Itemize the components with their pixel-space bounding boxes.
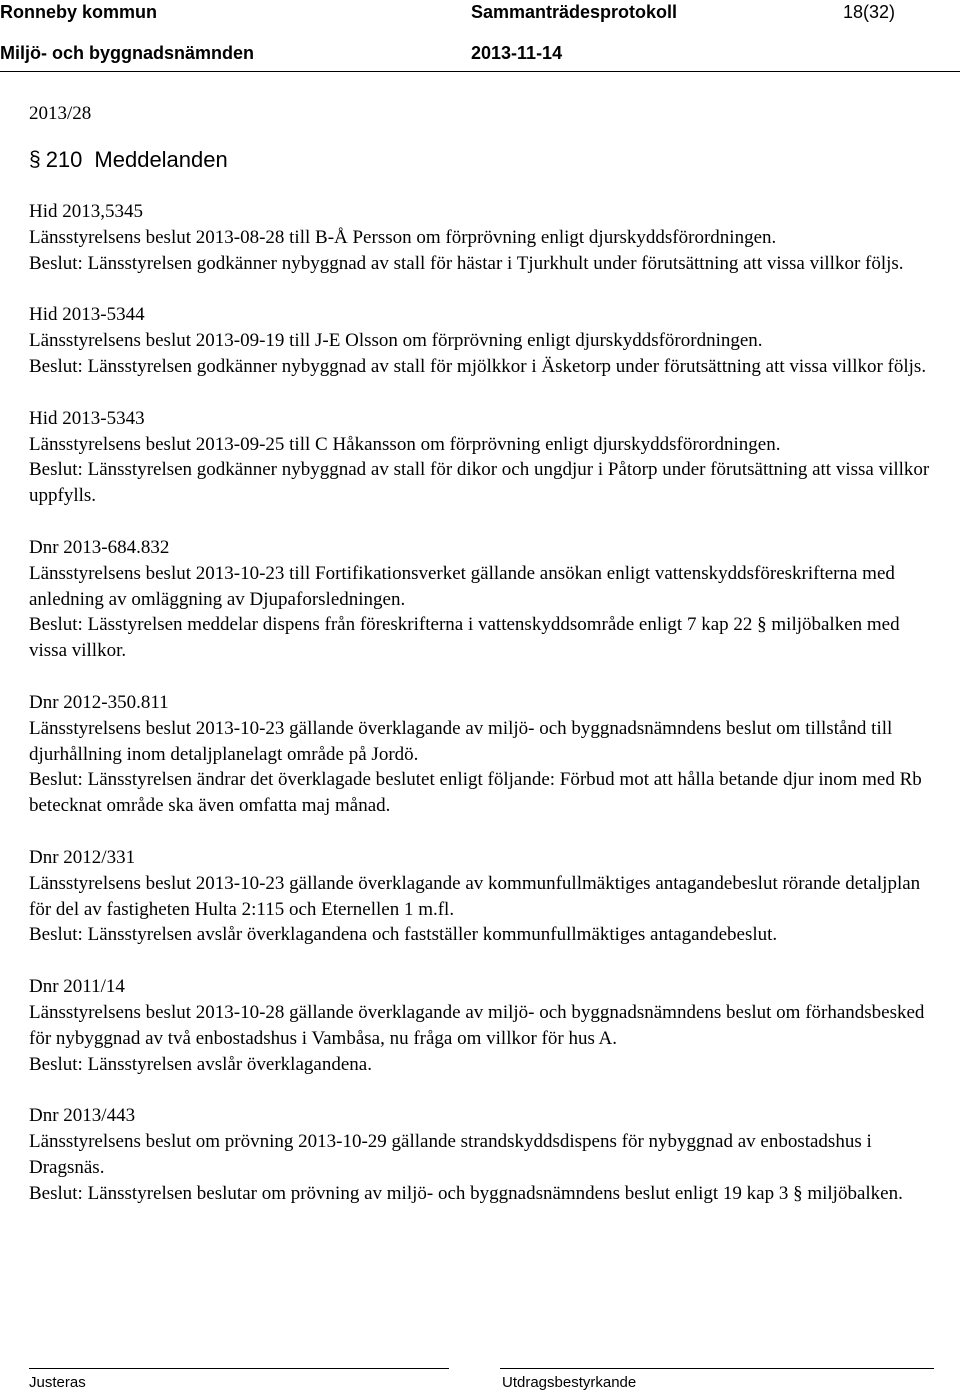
entry-decision: Beslut: Länsstyrelsen avslår överklagandena och fastställer kommunfullmäktiges antagandebeslut.: [29, 924, 778, 946]
document-type: Sammanträdesprotokoll: [471, 2, 678, 22]
entry-reference: Dnr 2012-350.811: [29, 691, 169, 713]
page-footer: [0, 1368, 960, 1395]
page-number: 18(32): [843, 2, 896, 22]
committee-name: Miljö- och byggnadsnämnden: [0, 43, 255, 63]
notice-entry: [29, 690, 934, 819]
entry-decision: Beslut: Länsstyrelsen godkänner nybyggnad av stall för dikor och ungdjur i Påtorp under förutsättning att vissa villkor uppfylls.: [29, 459, 930, 507]
entry-decision: Beslut: Länsstyrelsen godkänner nybyggnad av stall för mjölkkor i Äsketorp under förutsättning att vissa villkor följs.: [29, 355, 927, 377]
meeting-date: 2013-11-14: [471, 43, 563, 63]
entry-decision: Beslut: Länsstyrelsen avslår överklagandena.: [29, 1053, 372, 1075]
justeras-label: Justeras: [29, 1374, 86, 1391]
notice-entry: [29, 974, 934, 1077]
notice-entry: [29, 406, 934, 509]
entry-reference: Hid 2013-5344: [29, 304, 145, 326]
utdragsbestyrkande-label: Utdragsbestyrkande: [502, 1374, 637, 1391]
entry-decision: Beslut: Länsstyrelsen ändrar det överklagade beslutet enligt följande: Förbud mot att hålla betande djur inom med Rb betecknat område ska även omfatta maj månad.: [29, 769, 922, 817]
section-title: Meddelanden: [94, 147, 228, 172]
page-header: [0, 0, 960, 70]
notice-entry: [29, 845, 934, 948]
entry-text: Länsstyrelsens beslut 2013-09-19 till J-E Olsson om förprövning enligt djurskyddsförordningen.: [29, 330, 763, 352]
entry-text: Länsstyrelsens beslut 2013-08-28 till B-Å Persson om förprövning enligt djurskyddsförordningen.: [29, 226, 777, 248]
entry-reference: Dnr 2013-684.832: [29, 536, 170, 558]
document-body: [29, 101, 934, 1233]
entry-text: Länsstyrelsens beslut om prövning 2013-10-29 gällande strandskyddsdispens för nybyggnad av enbostadshus i Dragsnäs.: [29, 1131, 872, 1178]
section-number: 210: [45, 147, 83, 172]
notice-entry: [29, 199, 934, 276]
entry-decision: Beslut: Lässtyrelsen meddelar dispens från föreskrifterna i vattenskyddsområde enligt 7 kap 22 § miljöbalken med vissa villkor.: [29, 614, 900, 662]
entry-reference: Hid 2013,5345: [29, 201, 143, 222]
entry-text: Länsstyrelsens beslut 2013-10-23 till Fortifikationsverket gällande ansökan enligt vattenskyddsföreskrifterna med anledning av omläggning av Djupaforsledningen.: [29, 562, 895, 610]
notice-entry: [29, 1103, 934, 1206]
entry-reference: Dnr 2012/331: [29, 846, 136, 868]
header-divider: [0, 71, 960, 72]
signature-line-utdrag: [500, 1368, 934, 1369]
entry-text: Länsstyrelsens beslut 2013-10-23 gällande överklagande av miljö- och byggnadsnämndens beslut om tillstånd till djurhållning inom detaljplanelagt område på Jordö.: [29, 717, 893, 765]
signature-line-justeras: [29, 1368, 449, 1369]
entry-reference: Hid 2013-5343: [29, 407, 145, 429]
case-number: 2013/28: [29, 103, 92, 124]
entry-reference: Dnr 2013/443: [29, 1105, 136, 1127]
entry-text: Länsstyrelsens beslut 2013-10-28 gällande överklagande av miljö- och byggnadsnämndens beslut om förhandsbesked för nybyggnad av två enbostadshus i Vambåsa, nu fråga om villkor för hus A.: [29, 1001, 925, 1049]
section-heading: [29, 145, 934, 175]
entry-text: Länsstyrelsens beslut 2013-09-25 till C Håkansson om förprövning enligt djurskyddsförordningen.: [29, 433, 781, 455]
notice-entry: [29, 302, 934, 379]
section-symbol: §: [29, 148, 41, 171]
entry-decision: Beslut: Länsstyrelsen godkänner nybyggnad av stall för hästar i Tjurkhult under förutsättning att vissa villkor följs.: [29, 252, 904, 274]
entry-decision: Beslut: Länsstyrelsen beslutar om prövning av miljö- och byggnadsnämndens beslut enligt 19 kap 3 § miljöbalken.: [29, 1182, 903, 1204]
organization-name: Ronneby kommun: [0, 2, 158, 22]
notice-entry: [29, 535, 934, 664]
entry-text: Länsstyrelsens beslut 2013-10-23 gällande överklagande av kommunfullmäktiges antagandebeslut rörande detaljplan för del av fastigheten Hulta 2:115 och Eternellen 1 m.fl.: [29, 872, 921, 920]
entry-reference: Dnr 2011/14: [29, 976, 125, 998]
